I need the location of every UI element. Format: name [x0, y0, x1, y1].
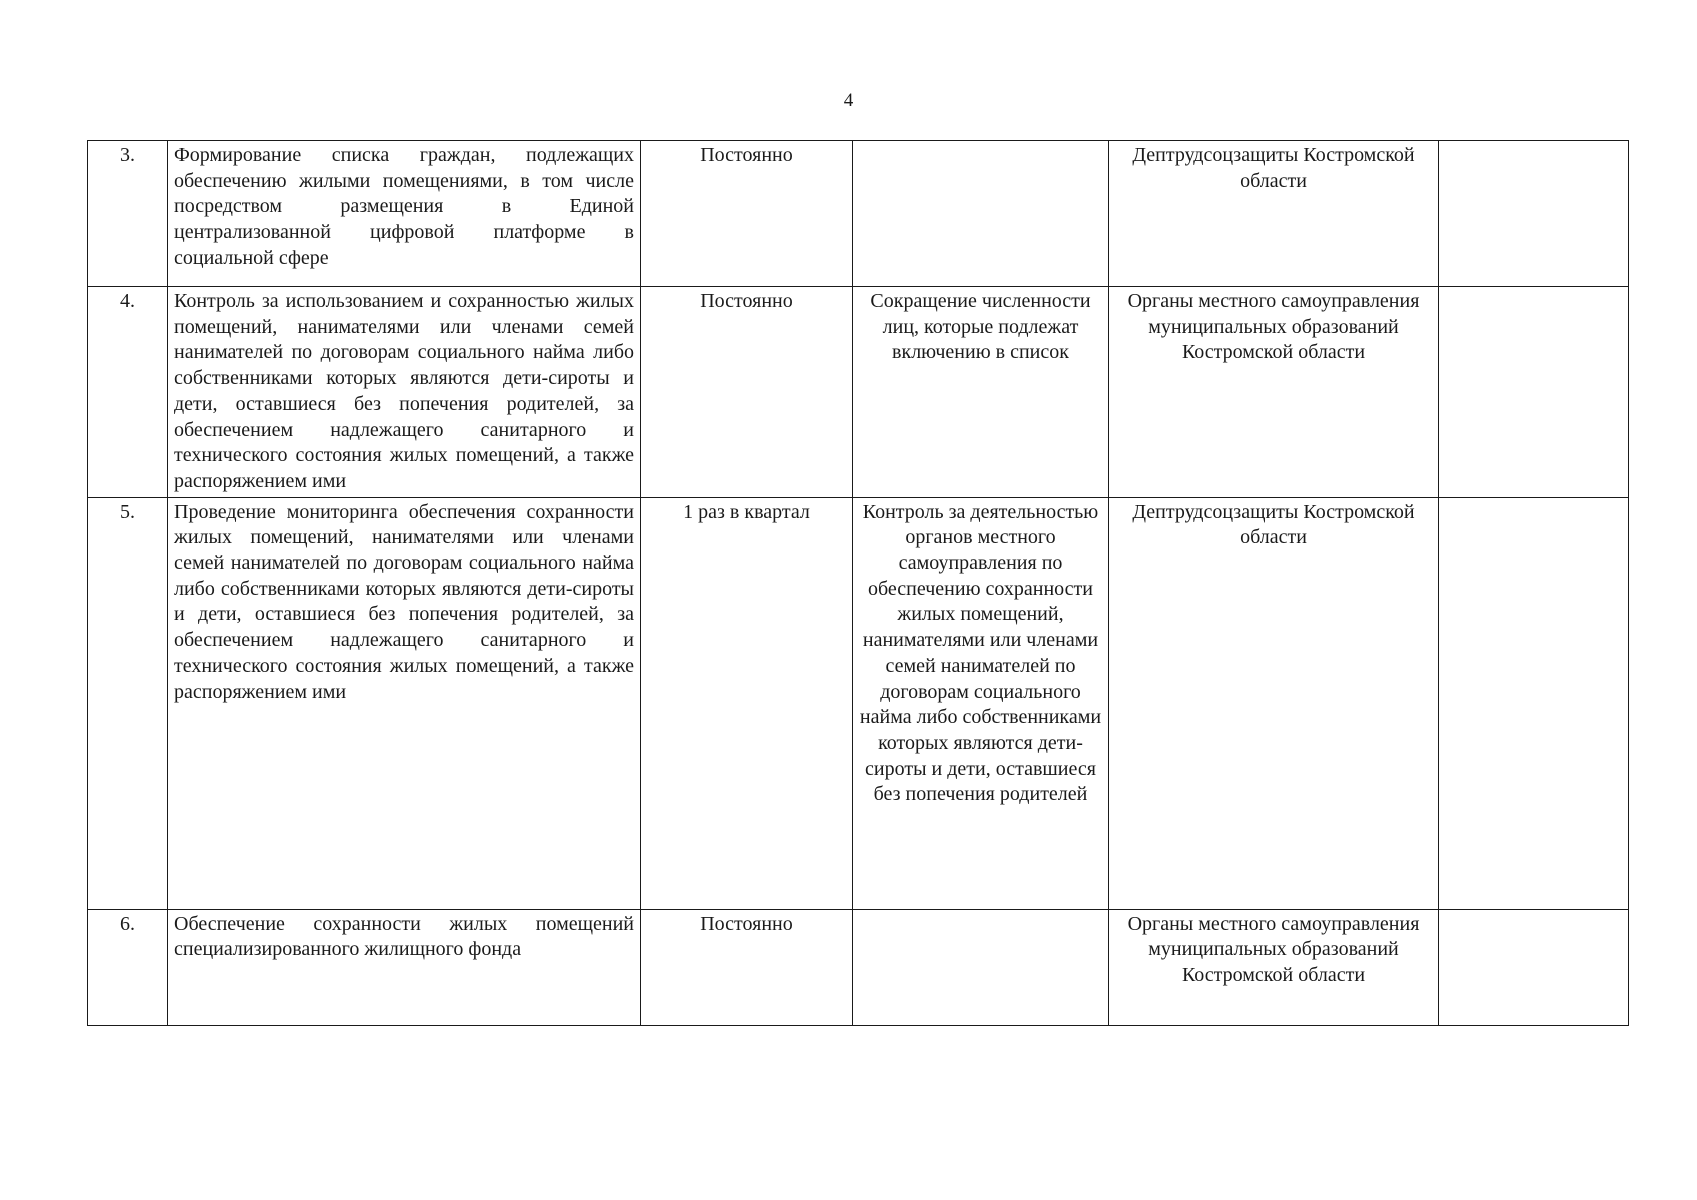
- table-row: [88, 287, 1629, 498]
- page-number: 4: [843, 90, 854, 111]
- row-number: 6.: [88, 909, 168, 1025]
- period-text: Постоянно: [641, 909, 853, 1025]
- result-text: Сокращение численности лиц, которые подлежат включению в список: [853, 287, 1109, 498]
- period-text: Постоянно: [641, 141, 853, 287]
- row-number: 4.: [88, 287, 168, 498]
- period-text: Постоянно: [641, 287, 853, 498]
- row-number: 5.: [88, 497, 168, 909]
- measures-table: [87, 140, 1629, 1026]
- measure-text: Контроль за использованием и сохранностью жилых помещений, нанимателями или членами семей нанимателей по договорам социального найма либо собственниками которых являются дети-сироты и дети, оставшиеся без попечения родителей, за обеспечением надлежащего санитарного и технического состояния жилых помещений, а также распоряжением ими: [168, 287, 641, 498]
- measure-text: Формирование списка граждан, подлежащих обеспечению жилыми помещениями, в том числе посредством размещения в Единой централизованной цифровой платформе в социальной сфере: [168, 141, 641, 287]
- note-cell: [1439, 497, 1629, 909]
- result-text: [853, 909, 1109, 1025]
- table-row: [88, 497, 1629, 909]
- result-text: Контроль за деятельностью органов местного самоуправления по обеспечению сохранности жилых помещений, нанимателями или членами семей нанимателей по договорам социального найма либо собственниками которых являются дети-сироты и дети, оставшиеся без попечения родителей: [853, 497, 1109, 909]
- executor-text: Дептрудсоцзащиты Костромской области: [1109, 497, 1439, 909]
- executor-text: Органы местного самоуправления муниципальных образований Костромской области: [1109, 909, 1439, 1025]
- period-text: 1 раз в квартал: [641, 497, 853, 909]
- table-row: [88, 141, 1629, 287]
- measure-text: Обеспечение сохранности жилых помещений специализированного жилищного фонда: [168, 909, 641, 1025]
- executor-text: Органы местного самоуправления муниципальных образований Костромской области: [1109, 287, 1439, 498]
- note-cell: [1439, 141, 1629, 287]
- result-text: [853, 141, 1109, 287]
- row-number: 3.: [88, 141, 168, 287]
- executor-text: Дептрудсоцзащиты Костромской области: [1109, 141, 1439, 287]
- table-row: [88, 909, 1629, 1025]
- measure-text: Проведение мониторинга обеспечения сохранности жилых помещений, нанимателями или членами семей нанимателей по договорам социального найма либо собственниками которых являются дети-сироты и дети, оставшиеся без попечения родителей, за обеспечением надлежащего санитарного и технического состояния жилых помещений, а также распоряжением ими: [168, 497, 641, 909]
- note-cell: [1439, 909, 1629, 1025]
- note-cell: [1439, 287, 1629, 498]
